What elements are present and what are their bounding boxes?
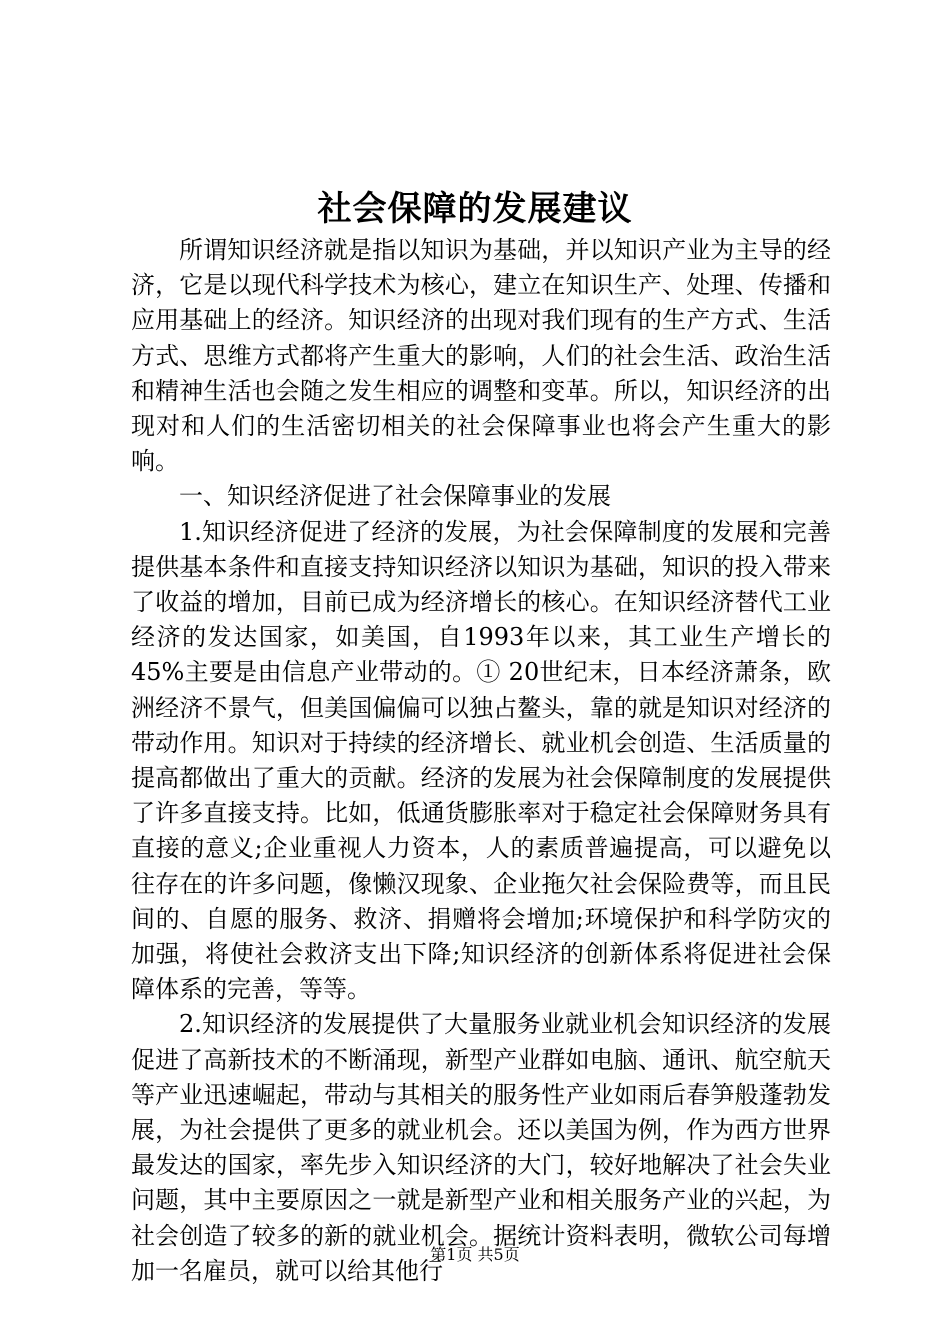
paragraph-point-1: 1.知识经济促进了经济的发展，为社会保障制度的发展和完善提供基本条件和直接支持知识经济以知识为基础，知识的投入带来了收益的增加，目前已成为经济增长的核心。在知识经济替代工业经济的发达国家，如美国，自1993年以来，其工业生产增长的45%主要是由信息产业带动的。① 20世纪末，日本经济萧条，欧洲经济不景气，但美国偏偏可以独占鳌头，靠的就是知识对经济的带动作用。知识对于持续的经济增长、就业机会创造、生活质量的提高都做出了重大的贡献。经济的发展为社会保障制度的发展提供了许多直接支持。比如，低通货膨胀率对于稳定社会保障财务具有直接的意义;企业重视人力资本，人的素质普遍提高，可以避免以往存在的许多问题，像懒汉现象、企业拖欠社会保险费等，而且民间的、自愿的服务、救济、捐赠将会增加;环境保护和科学防灾的加强，将使社会救济支出下降;知识经济的创新体系将促进社会保障体系的完善，等等。 [131, 517, 831, 1004]
section-heading: 一、知识经济促进了社会保障事业的发展 [179, 482, 611, 511]
paragraph-intro: 所谓知识经济就是指以知识为基础，并以知识产业为主导的经济，它是以现代科学技术为核心，建立在知识生产、处理、传播和应用基础上的经济。知识经济的出现对我们现有的生产方式、生活方式、思维方式都将产生重大的影响，人们的社会生活、政治生活和精神生活也会随之发生相应的调整和变革。所以，知识经济的出现对和人们的生活密切相关的社会保障事业也将会产生重大的影响。 [131, 236, 831, 476]
page-footer: 第1页 共5页 [430, 1245, 520, 1264]
paragraph-point-2: 2.知识经济的发展提供了大量服务业就业机会知识经济的发展促进了高新技术的不断涌现，新型产业群如电脑、通讯、航空航天等产业迅速崛起，带动与其相关的服务性产业如雨后春笋般蓬勃发展，为社会提供了更多的就业机会。还以美国为例，作为西方世界最发达的国家，率先步入知识经济的大门，较好地解决了社会失业问题，其中主要原因之一就是新型产业和相关服务产业的兴起，为社会创造了较多的新的就业机会。据统计资料表明，微软公司每增加一名雇员，就可以给其他行 [131, 1010, 831, 1285]
document-body [131, 233, 831, 1289]
document-title: 社会保障的发展建议 [317, 189, 633, 229]
